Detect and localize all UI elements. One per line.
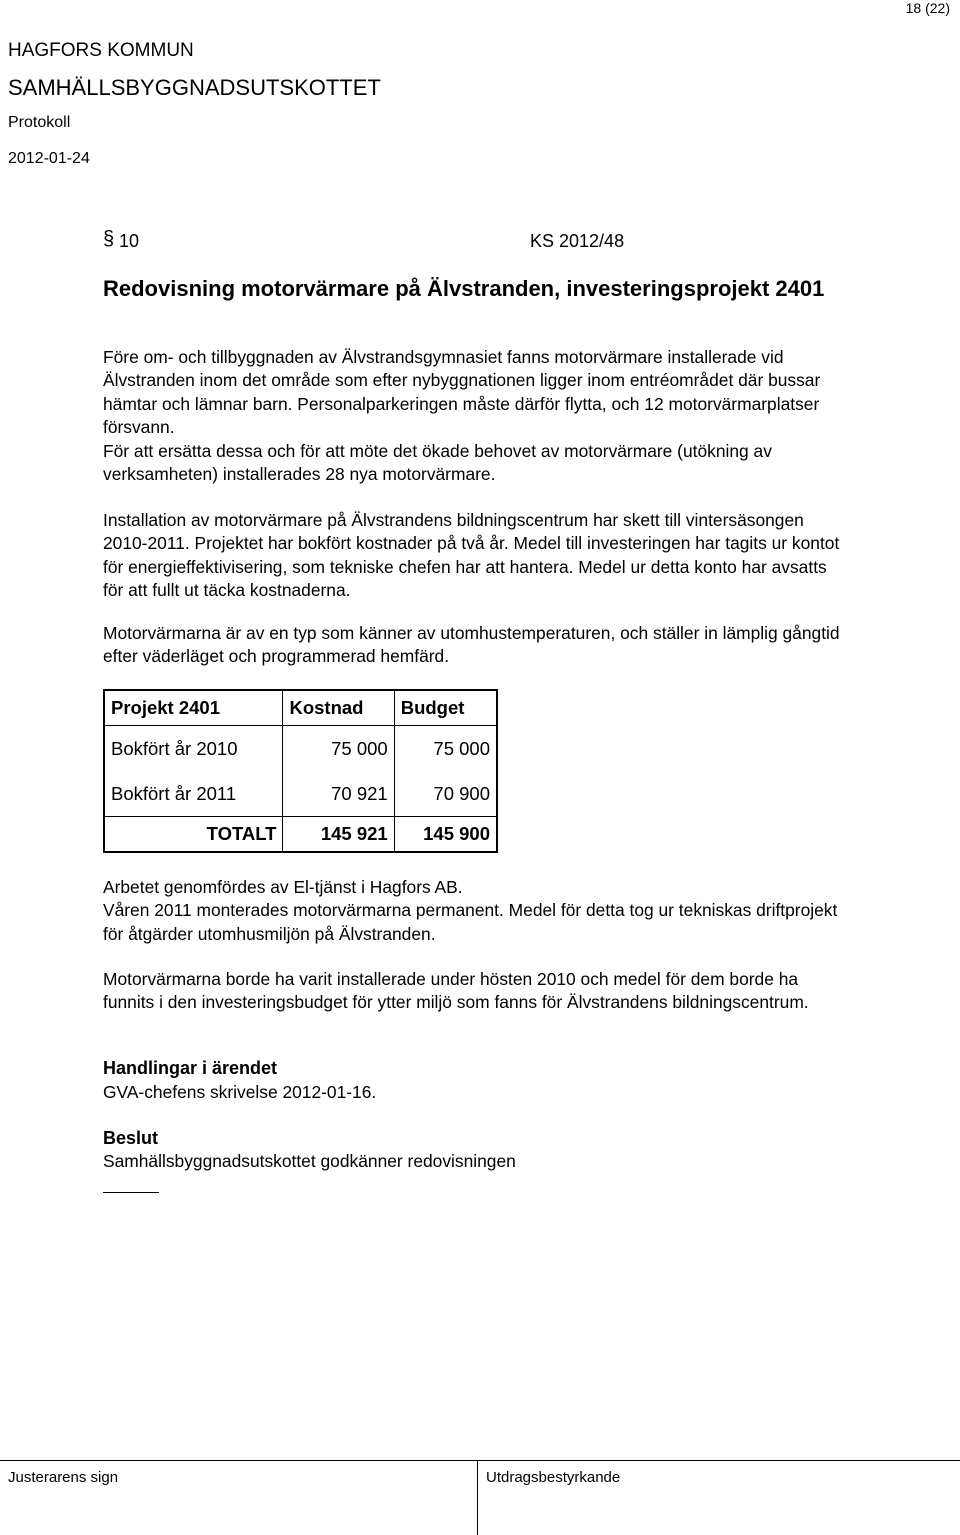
row-label: Bokfört år 2011 [104,771,283,817]
text-line: Motorvärmarna borde ha varit installerade under hösten 2010 och medel för dem borde ha [103,969,799,989]
table-header-row [104,690,497,726]
row-budget: 75 000 [433,737,490,759]
text-line: efter väderläget och programmerad hemfärd. [103,646,450,667]
text-line: för energieffektivisering, som tekniske chefen har att hantera. Medel ur detta konto har avsatts [103,556,827,577]
item-number: 10 [119,231,140,251]
end-rule [103,1192,159,1193]
total-label: TOTALT [104,817,283,853]
text-line: Motorvärmarna är av en typ som känner av utomhustemperaturen, och ställer in lämplig gångtid [103,623,840,643]
page-number: 18 (22) [905,0,950,16]
text-line: Våren 2011 monterades motorvärmarna permanent. Medel för detta tog ur tekniskas driftprojekt [103,900,838,921]
paragraph-execution [103,876,960,946]
paragraph-symbol: § [103,228,115,250]
paragraph-note [103,968,960,1015]
text-line: 2010-2011. Projektet har bokfört kostnader på två år. Medel till investeringen har tagits ur kontot [103,533,840,554]
meeting-date: 2012-01-24 [8,150,90,167]
paragraph-installation [103,509,960,603]
decision-text: Samhällsbyggnadsutskottet godkänner redovisningen [103,1151,516,1171]
text-line: för att fullt ut täcka kostnaderna. [103,580,351,601]
text-line: försvann. [103,417,175,438]
table-row [104,771,497,817]
table-row [104,726,497,772]
text-line: för åtgärder utomhusmiljön på Älvstranden. [103,923,436,944]
text-line: hämtar och lämnar barn. Personalparkeringen måste därför flytta, och 12 motorvärmarplatser [103,393,820,414]
text-line: Installation av motorvärmare på Älvstrandens bildningscentrum har skett till vintersäsongen [103,510,804,530]
text-line: funnits i den investeringsbudget för ytter miljö som fanns för Älvstrandens bildningscentrum. [103,992,809,1013]
item-title: Redovisning motorvärmare på Älvstranden, investeringsprojekt 2401 [103,276,825,301]
header-budget: Budget [394,690,497,726]
text-line: Arbetet genomfördes av El-tjänst i Hagfors AB. [103,877,463,897]
documents-heading: Handlingar i ärendet [103,1058,278,1078]
row-label: Bokfört år 2010 [104,726,283,772]
documents-text: GVA-chefens skrivelse 2012-01-16. [103,1082,377,1102]
text-line: Före om- och tillbyggnaden av Älvstrandsgymnasiet fanns motorvärmare installerade vid [103,347,784,367]
header-project: Projekt 2401 [104,690,283,726]
document-type: Protokoll [8,114,71,131]
row-cost: 75 000 [283,726,394,772]
organization-name: HAGFORS KOMMUN [8,40,194,61]
table-total-row [104,817,497,853]
paragraph-function [103,622,960,669]
total-cost: 145 921 [283,817,394,853]
verification-label: Utdragsbestyrkande [486,1469,621,1486]
header-cost: Kostnad [283,690,394,726]
paragraph-background [103,346,960,486]
signature-label: Justerarens sign [8,1469,119,1486]
footer-rule [0,1460,960,1461]
committee-name: SAMHÄLLSBYGGNADSUTSKOTTET [8,75,381,100]
text-line: verksamheten) installerades 28 nya motorvärmare. [103,464,496,485]
case-number: KS 2012/48 [530,231,625,251]
row-budget: 70 900 [433,782,490,804]
total-budget: 145 900 [394,817,497,853]
text-line: Älvstranden inom det område som efter nybyggnationen ligger inom entréområdet där bussar [103,370,821,391]
footer-divider [477,1460,478,1535]
row-cost: 70 921 [283,771,394,817]
budget-table [103,689,498,853]
decision-heading: Beslut [103,1128,159,1148]
text-line: För att ersätta dessa och för att möte det ökade behovet av motorvärmare (utökning av [103,440,772,461]
